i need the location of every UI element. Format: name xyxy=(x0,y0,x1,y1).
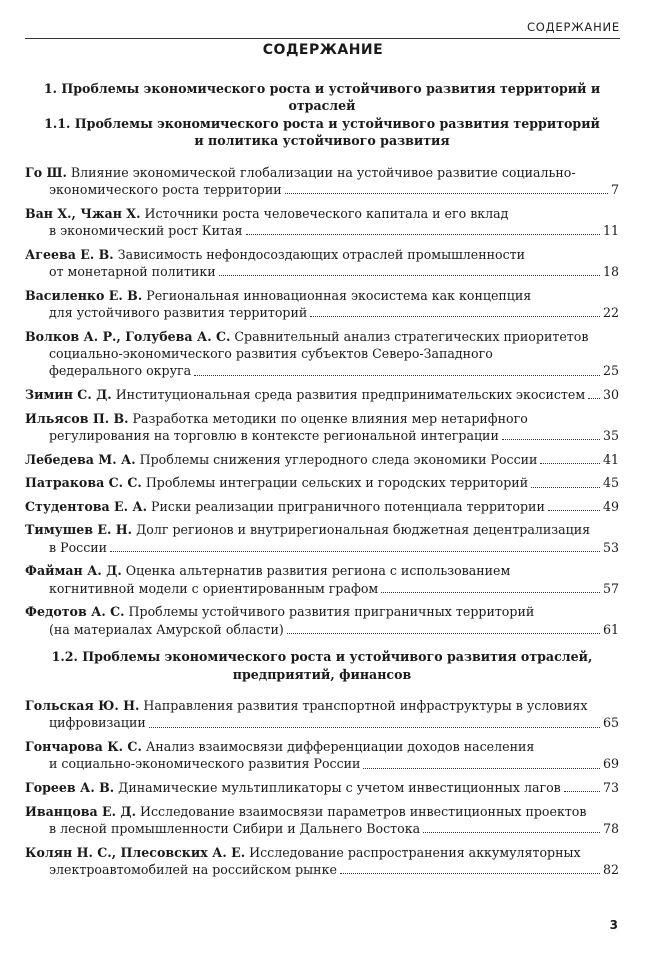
subsection-heading xyxy=(25,648,619,683)
toc-entry-title: в экономический рост Китая xyxy=(49,223,243,239)
page-title: СОДЕРЖАНИЕ xyxy=(262,42,384,58)
toc-entry-text xyxy=(49,539,107,556)
toc-entry-text xyxy=(49,362,191,379)
toc-entry-authors: Василенко Е. В. xyxy=(25,287,143,303)
toc-list xyxy=(25,164,619,639)
toc-entry[interactable] xyxy=(25,451,619,468)
toc-entry-line xyxy=(25,263,619,280)
toc-entry[interactable] xyxy=(25,474,619,491)
toc-entry-authors: Иванцова Е. Д. xyxy=(25,803,136,819)
dot-leader xyxy=(285,193,608,194)
toc-entry-page: 11 xyxy=(602,223,619,239)
toc-entry-line xyxy=(25,164,619,181)
toc-entry[interactable] xyxy=(25,205,619,240)
toc-entry[interactable] xyxy=(25,803,619,838)
dot-leader xyxy=(564,791,600,792)
dot-leader xyxy=(423,832,600,833)
toc-entry-title: Динамические мультипликаторы с учетом инвестиционных лагов xyxy=(118,780,561,796)
subsection-heading-line: и политика устойчивого развития xyxy=(194,133,450,149)
toc-entry-authors: Гончарова К. С. xyxy=(25,739,142,755)
toc-entry-authors: Ван Х., Чжан Х. xyxy=(25,205,141,221)
subsection-heading-line: 1.1. Проблемы экономического роста и устойчивого развития территорий xyxy=(44,115,600,131)
toc-entry-authors: Файман А. Д. xyxy=(25,563,122,579)
toc-entry-line xyxy=(25,621,619,638)
toc-entry-line xyxy=(25,580,619,597)
toc-entry-text xyxy=(49,304,307,321)
toc-entry[interactable] xyxy=(25,386,619,403)
dot-leader xyxy=(110,551,600,552)
toc-entry-line xyxy=(25,427,619,444)
page-number: 3 xyxy=(609,918,618,932)
toc-entry-title: электроавтомобилей на российском рынке xyxy=(49,862,337,878)
toc-entry-title: Влияние экономической глобализации на устойчивое развитие социально- xyxy=(70,164,576,180)
toc-entry[interactable] xyxy=(25,164,619,199)
header-rule xyxy=(25,38,620,39)
toc-entry-text xyxy=(49,427,499,444)
toc-entry[interactable] xyxy=(25,410,619,445)
toc-entry-text xyxy=(25,498,545,515)
toc-entry[interactable] xyxy=(25,498,619,515)
toc-entry-line xyxy=(25,328,619,345)
toc-entry-line xyxy=(25,844,619,861)
toc-entry-page: 65 xyxy=(602,715,619,731)
toc-entry-text xyxy=(25,386,585,403)
toc-entry[interactable] xyxy=(25,246,619,281)
toc-entry-title: от монетарной политики xyxy=(49,264,216,280)
subsection-heading-line: 1.2. Проблемы экономического роста и устойчивого развития отраслей, xyxy=(51,649,593,665)
toc-entry-title: Исследование распространения аккумуляторных xyxy=(249,844,581,860)
toc-entry-title: федерального округа xyxy=(49,363,192,379)
toc-entry-title: для устойчивого развития территорий xyxy=(49,305,308,321)
toc-entry-authors: Федотов А. С. xyxy=(25,604,125,620)
toc-entry-line xyxy=(25,474,619,491)
toc-entry-title: Региональная инновационная экосистема как концепция xyxy=(146,287,532,303)
toc-entry[interactable] xyxy=(25,697,619,732)
toc-entry-line xyxy=(25,287,619,304)
toc-entry-title: Зависимость нефондосоздающих отраслей промышленности xyxy=(117,246,526,262)
toc-entry-text xyxy=(49,820,420,837)
toc-entry-page: 45 xyxy=(602,475,619,491)
toc-entry-line xyxy=(25,205,619,222)
toc-entry-text xyxy=(49,755,360,772)
dot-leader xyxy=(310,316,600,317)
toc-entry-text xyxy=(49,181,282,198)
dot-leader xyxy=(531,487,600,488)
toc-entry-line xyxy=(25,181,619,198)
toc-entry-line xyxy=(25,451,619,468)
toc-entry-title: Разработка методики по оценке влияния мер нетарифного xyxy=(132,410,528,426)
toc-list xyxy=(25,697,619,878)
toc-entry-page: 41 xyxy=(602,451,619,467)
toc-entry-title: Проблемы снижения углеродного следа экономики России xyxy=(139,451,538,467)
dot-leader xyxy=(540,463,600,464)
subsection-heading-line: предприятий, финансов xyxy=(232,666,412,682)
toc-entry-title: (на материалах Амурской области) xyxy=(49,621,284,637)
toc-entry-page: 78 xyxy=(602,821,619,837)
toc-entry-line xyxy=(25,738,619,755)
toc-entry-text xyxy=(49,222,243,239)
toc-entry-title: Сравнительный анализ стратегических приоритетов xyxy=(234,328,589,344)
toc-entry[interactable] xyxy=(25,328,619,380)
toc-entry-authors: Тимушев Е. Н. xyxy=(25,522,133,538)
toc-entry-title: Оценка альтернатив развития региона с использованием xyxy=(125,563,511,579)
dot-leader xyxy=(588,398,600,399)
dot-leader xyxy=(502,439,600,440)
toc-entry-title: экономического роста территории xyxy=(49,182,282,198)
toc-entry-title: Исследование взаимосвязи параметров инвестиционных проектов xyxy=(140,803,587,819)
toc-entry[interactable] xyxy=(25,287,619,322)
toc-entry-title: Долг регионов и внутрирегиональная бюджетная децентрализация xyxy=(136,522,591,538)
toc-entry[interactable] xyxy=(25,603,619,638)
running-header: СОДЕРЖАНИЕ xyxy=(526,20,620,34)
toc-entry-line xyxy=(25,539,619,556)
toc-entry[interactable] xyxy=(25,844,619,879)
toc-entry-line xyxy=(25,498,619,515)
toc-entry-title: регулирования на торговлю в контексте региональной интеграции xyxy=(49,428,499,444)
toc-entry-title: когнитивной модели с ориентированным графом xyxy=(49,580,379,596)
toc-entry-text xyxy=(49,861,337,878)
toc-entry-line xyxy=(25,246,619,263)
dot-leader xyxy=(219,275,600,276)
toc-entry-authors: Гольская Ю. Н. xyxy=(25,698,140,714)
toc-entry-text xyxy=(49,621,284,638)
toc-entry-text xyxy=(25,451,537,468)
toc-entry-text xyxy=(49,263,216,280)
dot-leader xyxy=(246,234,600,235)
toc-entry-page: 61 xyxy=(602,621,619,637)
toc-entry-title: цифровизации xyxy=(49,715,146,731)
toc-entry-title: социально-экономического развития субъектов Северо-Западного xyxy=(49,346,493,362)
toc-entry-title: в России xyxy=(49,539,108,555)
toc xyxy=(25,80,619,885)
toc-entry-page: 69 xyxy=(602,756,619,772)
toc-entry-page: 49 xyxy=(602,498,619,514)
toc-entry-text xyxy=(25,779,561,796)
toc-entry-page: 57 xyxy=(602,580,619,596)
toc-entry-page: 30 xyxy=(602,387,619,403)
subsection-heading xyxy=(25,115,619,150)
toc-entry[interactable] xyxy=(25,562,619,597)
toc-entry-line xyxy=(25,755,619,772)
toc-entry[interactable] xyxy=(25,738,619,773)
dot-leader xyxy=(381,592,600,593)
toc-entry-line xyxy=(25,714,619,731)
toc-entry-line xyxy=(25,410,619,427)
dot-leader xyxy=(149,727,600,728)
toc-entry-authors: Ильясов П. В. xyxy=(25,410,129,426)
toc-entry-line xyxy=(25,386,619,403)
toc-entry-line xyxy=(25,603,619,620)
toc-entry-title: в лесной промышленности Сибири и Дальнего Востока xyxy=(49,821,421,837)
toc-entry-page: 53 xyxy=(602,539,619,555)
toc-entry[interactable] xyxy=(25,779,619,796)
toc-entry-page: 82 xyxy=(602,862,619,878)
toc-entry-line xyxy=(25,779,619,796)
toc-entry-title: Направления развития транспортной инфраструктуры в условиях xyxy=(143,698,588,714)
toc-entry-page: 73 xyxy=(602,780,619,796)
toc-entry-text xyxy=(49,714,146,731)
toc-entry-page: 18 xyxy=(602,264,619,280)
toc-entry-authors: Агеева Е. В. xyxy=(25,246,114,262)
toc-entry-title: Проблемы интеграции сельских и городских территорий xyxy=(145,475,529,491)
toc-entry-authors: Лебедева М. А. xyxy=(25,451,136,467)
dot-leader xyxy=(287,633,600,634)
toc-entry-title: и социально-экономического развития России xyxy=(49,756,361,772)
toc-entry-page: 25 xyxy=(602,363,619,379)
toc-entry-line xyxy=(25,362,619,379)
toc-entry-authors: Го Ш. xyxy=(25,164,67,180)
dot-leader xyxy=(194,375,600,376)
section-heading: 1. Проблемы экономического роста и устойчивого развития территорий и отраслей xyxy=(43,81,601,114)
toc-entry-title: Анализ взаимосвязи дифференциации доходов населения xyxy=(145,739,535,755)
dot-leader xyxy=(548,510,600,511)
toc-entry-authors: Колян Н. С., Плесовских А. Е. xyxy=(25,844,246,860)
toc-entry-page: 35 xyxy=(602,428,619,444)
toc-entry-page: 22 xyxy=(602,305,619,321)
toc-entry-authors: Волков А. Р., Голубева А. С. xyxy=(25,328,231,344)
toc-entry-line xyxy=(25,861,619,878)
toc-entry-line xyxy=(25,521,619,538)
toc-entry-line xyxy=(25,820,619,837)
toc-entry-line xyxy=(25,562,619,579)
toc-entry-line xyxy=(25,222,619,239)
toc-entry-authors: Студентова Е. А. xyxy=(25,498,148,514)
toc-entry[interactable] xyxy=(25,521,619,556)
toc-entry-text xyxy=(25,474,528,491)
toc-entry-title: Институциональная среда развития предпринимательских экосистем xyxy=(115,387,586,403)
toc-entry-title: Риски реализации приграничного потенциала территории xyxy=(151,498,545,514)
dot-leader xyxy=(363,768,600,769)
toc-entry-line xyxy=(25,803,619,820)
toc-entry-text xyxy=(49,580,378,597)
toc-entry-line xyxy=(25,345,619,362)
toc-entry-line xyxy=(25,304,619,321)
toc-entry-page: 7 xyxy=(610,182,619,198)
toc-entry-line xyxy=(25,697,619,714)
toc-entry-authors: Гореев А. В. xyxy=(25,780,115,796)
toc-entry-title: Проблемы устойчивого развития приграничных территорий xyxy=(128,604,535,620)
toc-entry-authors: Зимин С. Д. xyxy=(25,387,112,403)
dot-leader xyxy=(340,873,600,874)
toc-entry-authors: Патракова С. С. xyxy=(25,475,142,491)
toc-entry-title: Источники роста человеческого капитала и его вклад xyxy=(144,205,509,221)
